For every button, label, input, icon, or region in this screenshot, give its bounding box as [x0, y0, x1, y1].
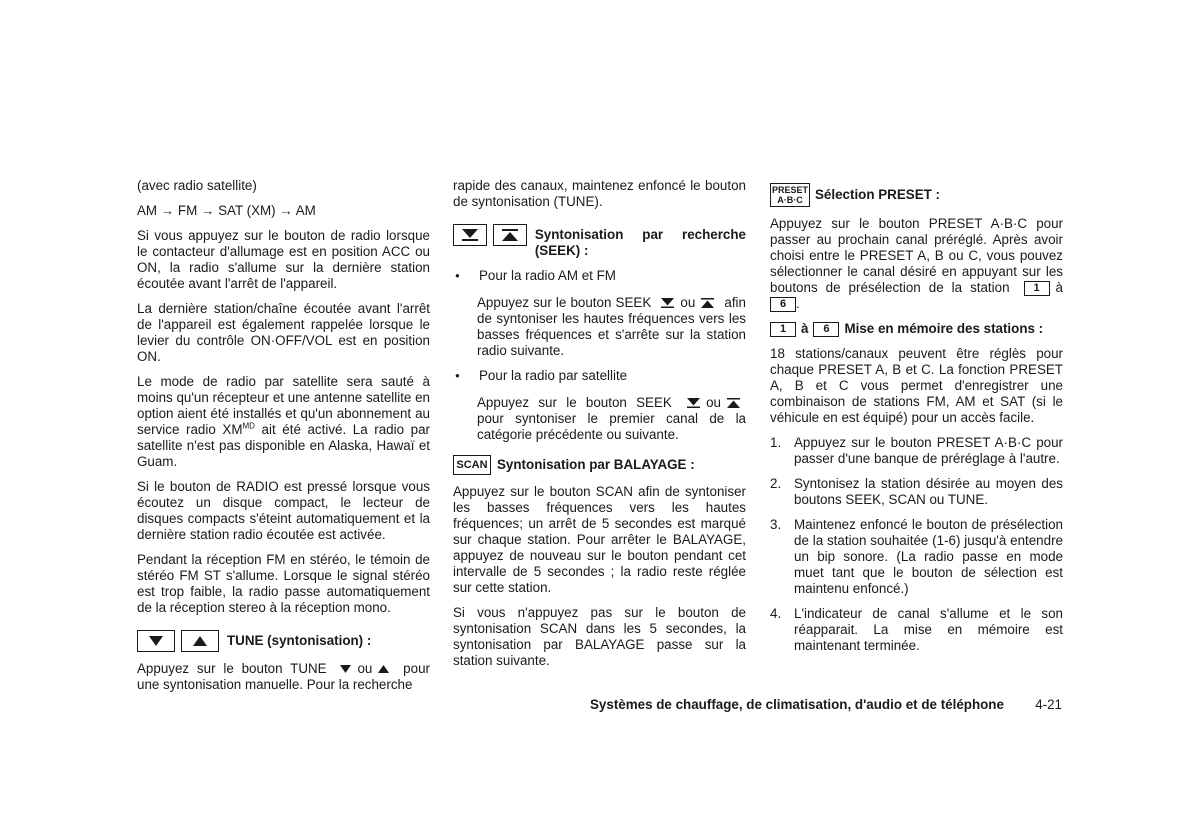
preset-heading [770, 183, 1063, 207]
list-item [770, 517, 1063, 597]
heading-text: Mise en mémoire des stations : [844, 321, 1044, 336]
paragraph: (avec radio satellite) [137, 178, 257, 193]
preset-1-button-icon: 1 [770, 322, 796, 337]
paragraph: Si le bouton de RADIO est pressé lorsque vous écoutez un disque compact, le lecteur de disques compacts s'éteint automatiquement et la dernière station radio écoutée est activée. [137, 479, 430, 542]
list-item [453, 268, 746, 286]
step-text: Appuyez sur le bouton PRESET A·B·C pour passer d'une banque de préréglage à l'autre. [794, 435, 1063, 466]
bullet-icon [453, 368, 479, 386]
tune-heading [137, 630, 430, 652]
heading-text: Sélection PRESET : [815, 187, 941, 202]
step-number: 1. [770, 435, 782, 450]
text: Appuyez sur le bouton TUNE [137, 661, 327, 676]
triangle-up-icon [378, 665, 389, 673]
preset-6-button-icon: 6 [770, 297, 796, 312]
text: à [1055, 280, 1063, 295]
text: Appuyez sur le bouton PRESET A·B·C pour passer au prochain canal préréglé. Après avoir choisi entre le PRESET A, B ou C, vous pouvez sélectionner le canal désiré en appuyant sur les boutons de présélection de la station [770, 216, 1063, 295]
seek-down-icon [687, 398, 700, 408]
list-item [770, 606, 1063, 654]
preset-1-button-icon: 1 [1024, 281, 1050, 296]
section-title: Systèmes de chauffage, de climatisation, d'audio et de téléphone [590, 697, 1004, 712]
text: ait été activé. La radio par satellite n'est pas disponible en Alaska, Hawaï et Guam. [137, 422, 431, 469]
text: Pour la radio AM et FM [479, 268, 616, 283]
text: pour syntoniser le premier canal de la catégorie précédente ou suivante. [477, 411, 746, 442]
text: ou [357, 661, 373, 676]
column-3 [770, 183, 1063, 663]
column-2 [453, 178, 746, 678]
seek-down-icon [661, 298, 674, 308]
superscript: MD [242, 421, 255, 431]
heading-text: Syntonisation par recherche (SEEK) : [534, 227, 746, 258]
step-number: 4. [770, 606, 782, 621]
page-number: 4-21 [1035, 697, 1062, 712]
list-item [770, 476, 1063, 508]
seek-down-button-icon [453, 224, 487, 246]
tune-down-button-icon [137, 630, 175, 652]
paragraph: Si vous n'appuyez pas sur le bouton de syntonisation SCAN dans les 5 secondes, la syntonisation par BALAYAGE passe sur la station suivante. [453, 605, 746, 668]
step-number: 3. [770, 517, 782, 532]
paragraph: rapide des canaux, maintenez enfoncé le bouton de syntonisation (TUNE). [453, 178, 746, 209]
paragraph: Si vous appuyez sur le bouton de radio lorsque le contacteur d'allumage est en position ACC ou ON, la radio s'allume sur la dernière station écoutée avant l'arrêt de l'appareil. [137, 228, 430, 291]
paragraph: La dernière station/chaîne écoutée avant l'arrêt de l'appareil est également rappelée lorsque le levier du contrôle ON·OFF/VOL est en position ON. [137, 301, 430, 364]
step-text: Syntonisez la station désirée au moyen des boutons SEEK, SCAN ou TUNE. [794, 476, 1063, 507]
heading-text: Syntonisation par BALAYAGE : [497, 457, 695, 472]
paragraph: AM → FM → SAT (XM) → AM [137, 203, 316, 218]
text: afin de syntoniser les hautes fréquences vers les basses fréquences et s'arrête sur la station radio suivante. [477, 295, 746, 358]
text: Pour la radio par satellite [479, 368, 628, 383]
paragraph: Pendant la réception FM en stéréo, le témoin de stéréo FM ST s'allume. Lorsque le signal stéréo est trop faible, la radio passe automatiquement de la réception stereo à la réception mono. [137, 552, 430, 615]
list-item [770, 435, 1063, 467]
preset-button-icon [770, 183, 810, 207]
paragraph [477, 295, 746, 359]
text: Appuyez sur le bouton SEEK [477, 395, 672, 410]
paragraph [137, 374, 430, 470]
seek-up-button-icon [493, 224, 527, 246]
step-text: Maintenez enfoncé le bouton de présélection de la station souhaitée (1-6) jusqu'à entendre un bip sonore. (La radio passe en mode muet tant que le bouton de sélection est maintenu enfoncé.) [794, 517, 1063, 596]
step-number: 2. [770, 476, 782, 491]
bullet-icon [453, 268, 479, 286]
preset-label: A·B·C [777, 195, 803, 205]
text: ou [706, 395, 721, 410]
text: à [801, 321, 809, 336]
seek-up-icon [727, 398, 740, 408]
list-item [453, 368, 746, 386]
text: ou [680, 295, 696, 310]
scan-button-icon: SCAN [453, 455, 491, 475]
text: Le mode de radio par satellite sera sauté à moins qu'un récepteur et une antenne satellite en option aient été installés et qu'un abonnement au service radio XM [137, 374, 430, 437]
text: Appuyez sur le bouton SEEK [477, 295, 652, 310]
seek-up-icon [701, 298, 714, 308]
paragraph [137, 661, 430, 693]
column-1 [137, 178, 430, 702]
page-footer [590, 697, 1062, 712]
paragraph [770, 216, 1063, 312]
scan-heading [453, 455, 746, 475]
step-text: L'indicateur de canal s'allume et le son réapparait. La mise en mémoire est maintenant terminée. [794, 606, 1063, 653]
paragraph: 18 stations/canaux peuvent être réglès pour chaque PRESET A, B et C. La fonction PRESET A, B et C vous permet d'enregistrer une combinaison de stations FM, AM et SAT (si le véhicule en est équipé) pour un accès facile. [770, 346, 1063, 425]
text: pour une syntonisation manuelle. Pour la recherche [137, 661, 430, 692]
triangle-down-icon [340, 665, 351, 673]
paragraph [477, 395, 746, 443]
text: . [796, 296, 800, 311]
seek-heading [453, 224, 746, 259]
preset-6-button-icon: 6 [813, 322, 839, 337]
paragraph: Appuyez sur le bouton SCAN afin de syntoniser les basses fréquences vers les hautes fréquences; un arrêt de 5 secondes est marqué sur chaque station. Pour arrêter le BALAYAGE, appuyez de nouveau sur le bouton pendant cet intervalle de 5 secondes ; la radio reste réglée sur cette station. [453, 484, 746, 595]
tune-up-button-icon [181, 630, 219, 652]
heading-text: TUNE (syntonisation) : [227, 633, 372, 648]
memory-heading [770, 321, 1063, 337]
preset-label: PRESET [771, 185, 808, 195]
